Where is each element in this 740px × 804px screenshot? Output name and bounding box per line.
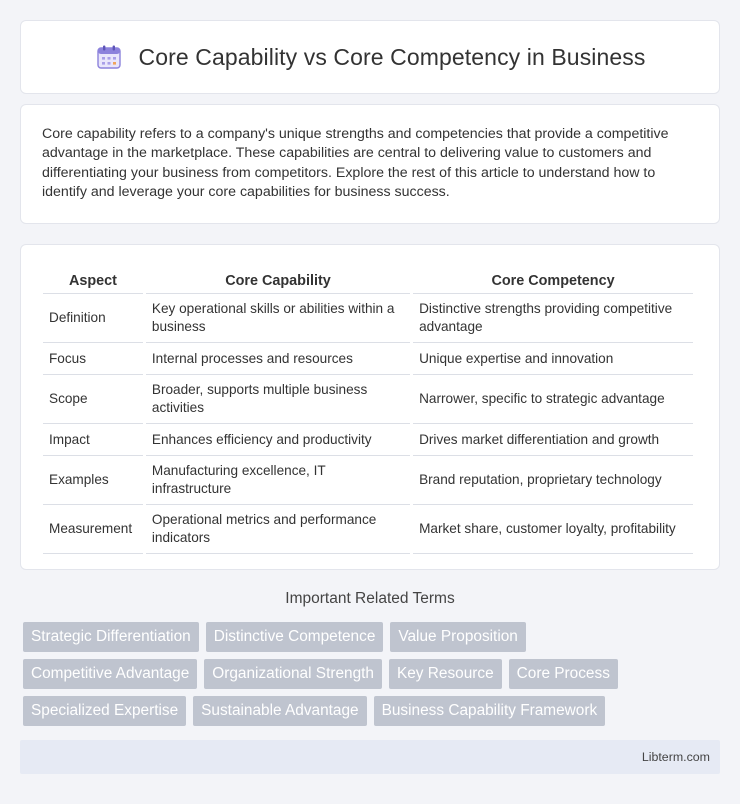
cell-capability: Manufacturing excellence, IT infrastructure	[146, 456, 410, 505]
footer-site-link[interactable]: Libterm.com	[641, 750, 710, 764]
table-row	[43, 424, 693, 456]
header-core-capability: Core Capability	[146, 265, 410, 294]
related-terms-title: Important Related Terms	[285, 590, 455, 607]
cell-competency: Market share, customer loyalty, profitability	[413, 505, 693, 554]
page-title: Core Capability vs Core Competency in Business	[138, 43, 646, 70]
cell-aspect: Examples	[43, 456, 143, 505]
tag-key-resource[interactable]: Key Resource	[389, 659, 502, 689]
cell-capability: Broader, supports multiple business activities	[146, 375, 410, 424]
tag-core-process[interactable]: Core Process	[509, 659, 618, 689]
calendar-icon	[95, 43, 123, 71]
table-row	[43, 505, 693, 554]
intro-card	[20, 104, 720, 224]
tag-value-proposition[interactable]: Value Proposition	[390, 622, 526, 652]
tag-row	[23, 696, 723, 726]
title-wrap	[95, 43, 646, 71]
cell-aspect: Scope	[43, 375, 143, 424]
table-row	[43, 343, 693, 375]
cell-aspect: Measurement	[43, 505, 143, 554]
cell-capability: Internal processes and resources	[146, 343, 410, 375]
related-terms-tags	[23, 622, 723, 733]
tag-sustainable-advantage[interactable]: Sustainable Advantage	[193, 696, 366, 726]
table-header-row	[43, 265, 693, 294]
tag-competitive-advantage[interactable]: Competitive Advantage	[23, 659, 197, 689]
cell-competency: Distinctive strengths providing competitive advantage	[413, 294, 693, 343]
header-core-competency: Core Competency	[413, 265, 693, 294]
tag-row	[23, 659, 723, 689]
cell-competency: Brand reputation, proprietary technology	[413, 456, 693, 505]
header-card	[20, 20, 720, 94]
cell-aspect: Definition	[43, 294, 143, 343]
tag-organizational-strength[interactable]: Organizational Strength	[204, 659, 382, 689]
footer	[20, 740, 720, 774]
header-aspect: Aspect	[43, 265, 143, 294]
cell-competency: Narrower, specific to strategic advantage	[413, 375, 693, 424]
cell-aspect: Impact	[43, 424, 143, 456]
cell-capability: Enhances efficiency and productivity	[146, 424, 410, 456]
cell-capability: Key operational skills or abilities within a business	[146, 294, 410, 343]
table-row	[43, 456, 693, 505]
cell-aspect: Focus	[43, 343, 143, 375]
tag-row	[23, 622, 723, 652]
cell-competency: Drives market differentiation and growth	[413, 424, 693, 456]
cell-capability: Operational metrics and performance indicators	[146, 505, 410, 554]
tag-strategic-differentiation[interactable]: Strategic Differentiation	[23, 622, 199, 652]
table-row	[43, 375, 693, 424]
cell-competency: Unique expertise and innovation	[413, 343, 693, 375]
comparison-table	[40, 265, 696, 554]
tag-specialized-expertise[interactable]: Specialized Expertise	[23, 696, 186, 726]
tag-business-capability-framework[interactable]: Business Capability Framework	[374, 696, 606, 726]
comparison-table-card	[20, 244, 720, 570]
table-row	[43, 294, 693, 343]
intro-text: Core capability refers to a company's unique strengths and competencies that provide a competitive advantage in the marketplace. These capabilities are central to delivering value to customers and differentiating your business from competitors. Explore the rest of this article to understand how to identify and leverage your core capabilities for business success.	[42, 126, 669, 201]
tag-distinctive-competence[interactable]: Distinctive Competence	[206, 622, 384, 652]
